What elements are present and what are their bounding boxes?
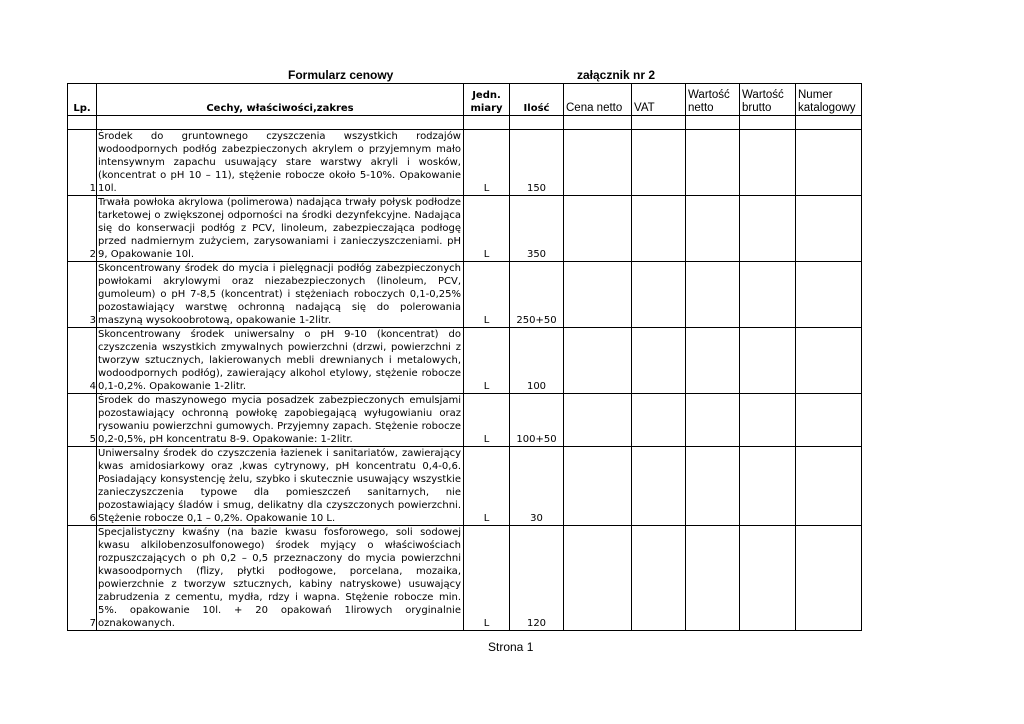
- cell-catalog-number[interactable]: [796, 526, 862, 631]
- cell-gross-value[interactable]: [740, 447, 796, 526]
- row-description: Specjalistyczny kwaśny (na bazie kwasu fosforowego, soli sodowej kwasu alkilobenzosulfonowego) środek myjący o właściwościach rozpuszczających o ph 0,2 – 0,5 przeznaczony do mycia powierzchni kwasoodpornych (flizy, płytki podłogowe, porcelana, mozaika, powierzchnie z tworzyw sztucznych, kabiny natryskowe) usuwający zabrudzenia z cementu, mydła, rdzy i wapna. Stężenie robocze min. 5%. opakowanie 10l. + 20 opakowań 1lirowych oryginalnie oznakowanych.: [97, 526, 464, 631]
- cell-net-value[interactable]: [686, 130, 740, 196]
- table-row: [68, 526, 862, 631]
- header-catalog-number: Numer katalogowy: [796, 84, 862, 116]
- row-description: Uniwersalny środek do czyszczenia łazienek i sanitariatów, zawierający kwas amidosiarkowy oraz ,kwas cytrynowy, pH koncentratu 0,4-0,6. Posiadający konsystencję żelu, szybko i skutecznie usuwający wszystkie zanieczyszczenia typowe dla pomieszczeń sanitarnych, nie pozostawiający śladów i smug, delikatny dla czyszczonych powierzchni. Stężenie robocze 0,1 – 0,2%. Opakowanie 10 L.: [97, 447, 464, 526]
- cell-net-value[interactable]: [686, 328, 740, 394]
- row-unit: L: [464, 526, 510, 631]
- cell-net-price[interactable]: [564, 130, 632, 196]
- cell-net-price[interactable]: [564, 262, 632, 328]
- row-number: 6: [68, 447, 97, 526]
- row-unit: L: [464, 328, 510, 394]
- cell-net-price[interactable]: [564, 196, 632, 262]
- cell-gross-value[interactable]: [740, 394, 796, 447]
- row-quantity: 100: [510, 328, 564, 394]
- cell-catalog-number[interactable]: [796, 447, 862, 526]
- table-row: [68, 130, 862, 196]
- page-number: Strona 1: [488, 640, 534, 654]
- form-title: Formularz cenowy: [288, 68, 394, 82]
- header-gross-value: Wartość brutto: [740, 84, 796, 116]
- header-description: Cechy, właściwości,zakres: [97, 84, 464, 116]
- row-description: Skoncentrowany środek uniwersalny o pH 9-10 (koncentrat) do czyszczenia wszystkich zmywalnych powierzchni (drzwi, powierzchni z tworzyw sztucznych, lakierowanych mebli drewnianych i metalowych, wodoodpornych podłóg), zawierający alkohol etylowy, stężenie robocze 0,1-0,2%. Opakowanie 1-2litr.: [97, 328, 464, 394]
- cell-vat[interactable]: [632, 196, 686, 262]
- cell-gross-value[interactable]: [740, 526, 796, 631]
- cell-net-price[interactable]: [564, 526, 632, 631]
- cell-gross-value[interactable]: [740, 262, 796, 328]
- row-unit: L: [464, 262, 510, 328]
- header-quantity: Ilość: [510, 84, 564, 116]
- row-quantity: 120: [510, 526, 564, 631]
- table-row: [68, 394, 862, 447]
- cell-net-value[interactable]: [686, 394, 740, 447]
- header-net-price: Cena netto: [564, 84, 632, 116]
- price-table: [67, 83, 862, 631]
- row-unit: L: [464, 196, 510, 262]
- cell-vat[interactable]: [632, 130, 686, 196]
- row-number: 3: [68, 262, 97, 328]
- cell-gross-value[interactable]: [740, 130, 796, 196]
- cell-net-value[interactable]: [686, 196, 740, 262]
- header-lp: Lp.: [68, 84, 97, 116]
- cell-catalog-number[interactable]: [796, 262, 862, 328]
- table-row: [68, 328, 862, 394]
- cell-vat[interactable]: [632, 447, 686, 526]
- row-number: 5: [68, 394, 97, 447]
- header-unit: Jedn. miary: [464, 84, 510, 116]
- row-quantity: 100+50: [510, 394, 564, 447]
- table-row: [68, 447, 862, 526]
- row-number: 4: [68, 328, 97, 394]
- table-header-row: [68, 84, 862, 116]
- cell-catalog-number[interactable]: [796, 328, 862, 394]
- row-quantity: 350: [510, 196, 564, 262]
- row-quantity: 250+50: [510, 262, 564, 328]
- cell-vat[interactable]: [632, 394, 686, 447]
- cell-net-price[interactable]: [564, 394, 632, 447]
- row-description: Środek do gruntownego czyszczenia wszystkich rodzajów wodoodpornych podłóg zabezpieczonych akrylem o przyjemnym mało intensywnym zapachu usuwający stare warstwy akryli i wosków, (koncentrat o pH 10 – 11), stężenie robocze około 5-10%. Opakowanie 10l.: [97, 130, 464, 196]
- cell-net-value[interactable]: [686, 262, 740, 328]
- row-unit: L: [464, 447, 510, 526]
- row-number: 7: [68, 526, 97, 631]
- cell-catalog-number[interactable]: [796, 394, 862, 447]
- row-unit: L: [464, 130, 510, 196]
- table-row: [68, 196, 862, 262]
- header-vat: VAT: [632, 84, 686, 116]
- cell-vat[interactable]: [632, 328, 686, 394]
- row-quantity: 150: [510, 130, 564, 196]
- table-row: [68, 262, 862, 328]
- header-net-value: Wartość netto: [686, 84, 740, 116]
- annex-label: załącznik nr 2: [577, 68, 656, 82]
- cell-gross-value[interactable]: [740, 196, 796, 262]
- row-description: Skoncentrowany środek do mycia i pielęgnacji podłóg zabezpieczonych powłokami akrylowymi oraz niezabezpieczonych (linoleum, PCV, gumoleum) o pH 7-8,5 (koncentrat) i stężeniach roboczych 0,1-0,25% pozostawiający warstwę ochronną nadającą się do polerowania maszyną wysokoobrotową, opakowanie 1-2litr.: [97, 262, 464, 328]
- spacer-row: [68, 116, 862, 130]
- cell-vat[interactable]: [632, 262, 686, 328]
- cell-gross-value[interactable]: [740, 328, 796, 394]
- cell-net-price[interactable]: [564, 447, 632, 526]
- row-number: 1: [68, 130, 97, 196]
- row-description: Trwała powłoka akrylowa (polimerowa) nadająca trwały połysk podłodze tarketowej o zwiększonej odporności na środki dezynfekcyjne. Nadająca się do konserwacji podłóg z PCV, linoleum, zabezpieczająca podłogę przed nadmiernym zużyciem, zarysowaniami i zanieczyszczeniami. pH 9, Opakowanie 10l.: [97, 196, 464, 262]
- row-number: 2: [68, 196, 97, 262]
- cell-net-price[interactable]: [564, 328, 632, 394]
- cell-net-value[interactable]: [686, 526, 740, 631]
- cell-catalog-number[interactable]: [796, 196, 862, 262]
- row-unit: L: [464, 394, 510, 447]
- row-description: Środek do maszynowego mycia posadzek zabezpieczonych emulsjami pozostawiający ochronną powłokę zapobiegającą wyługowianiu oraz rysowaniu powierzchni gumowych. Przyjemny zapach. Stężenie robocze 0,2-0,5%, pH koncentratu 8-9. Opakowanie: 1-2litr.: [97, 394, 464, 447]
- row-quantity: 30: [510, 447, 564, 526]
- cell-net-value[interactable]: [686, 447, 740, 526]
- cell-catalog-number[interactable]: [796, 130, 862, 196]
- cell-vat[interactable]: [632, 526, 686, 631]
